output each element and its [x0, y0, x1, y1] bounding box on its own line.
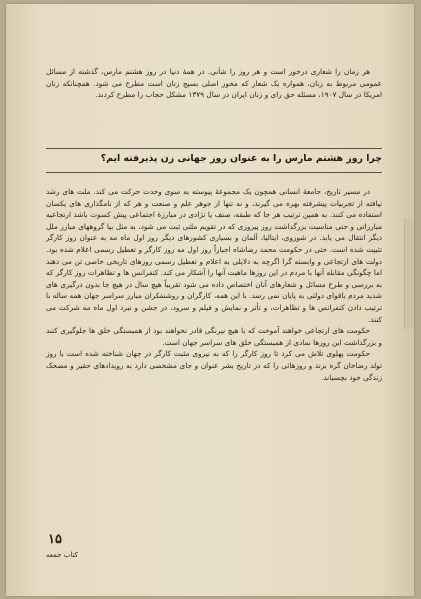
heading-bottom-rule	[46, 172, 382, 173]
page-number: ۱۵	[48, 532, 62, 547]
intro-paragraph	[46, 66, 382, 101]
article-body	[46, 186, 382, 383]
body-paragraph: در مسیر تاریخ، جامعهٔ انسانی همچون یک مجموعهٔ پیوسته به سوی وحدت حرکت می کند. ملت های رشد نیافته از تجربیات پیشرفته بهره می گیرند، و نه تنها از جوهر علم و صنعت و هر که از نامگذاری های یکسان استفاده می کنند. به همین ترتیب هر جا که طبقه، صنف یا نژادی در مبارزهٔ اجتماعی پیش کسوت باشد ارتجاعیه مبارزاتی و حتی مناسبت بزرگداشت روز پیروزی که در تقویم ملتی ثبت می شود، به مثل بیا گروههای مبارز ملل دیگر انتقال می یابد. در شوروی، ایتالیا، آلمان و بسیاری کشورهای دیگر روز اول ماه مه به عنوان روز کارگر تثبیت شده است. حتی در حکومت محمد رضاشاه اجباراً روز اول مه روز کارگر و تعطیل رسمی اعلام شده بود. دولت های ارتجاعی و وابسته گرا اگرچه به دلایلی به اعلام و تعطیل رسمی روزهای تاریخی خاصی تن می دهند اما چگونگی مقابله آنها با مردم در این روزها ماهیت آنها را آشکار می کند. کنفرانس ها و تظاهرات روز کارگر که به بررسی و طرح مسائل و شعارهای آنان اختصاص داده می شود تقریباً هیچ سال در هیچ جا بدون درگیری های شدید مردم باقوای دولتی به پایان نمی رسد. با این همه، کارگران و روشنفکران مبارز سراسر جهان همه ساله با ترتیب دادن کنفرانس ها و تظاهرات، و تأتر و نمایش و فیلم و سرود، در جشن و نبرد اول ماه مه شرکت می کنند.	[46, 187, 382, 324]
page-edge-tab	[404, 219, 414, 329]
heading-top-rule	[46, 148, 382, 149]
section-heading: چرا روز هشتم مارس را به عنوان روز جهانی زن پذیرفته ایم؟	[100, 153, 382, 164]
body-paragraph: حکومت پهلوی تلاش می کرد تا روز کارگر را که به نیروی مثبت کارگر در جهان شناخته شده است با روز تولد رضاخان گره بزند و روزهائی را که در تاریخ بشر عنوان و جای مشخصی دارد به رویدادهای حقیر و مضحک زندگی خود بچسباند.	[46, 349, 382, 382]
intro-text: هر زمان را شعاری درخور است و هر روز را شأنی. در همهٔ دنیا در روز هشتم مارس، گذشته از مسائل عمومی مربوط به زنان، همواره یک شعار که محور اصلی بسیج زنان است مطرح می شود. همچنانکه زنان امریکا در سال ۱۹۰۷، مسئله حق رای و زنان ایران در سال ۱۳۷۹ مشکل حجاب را مطرح کردند.	[46, 67, 382, 100]
publication-name: کتاب جمعه	[46, 551, 78, 559]
document-page	[6, 4, 414, 596]
body-paragraph: حکومت های ارتجاعی خواهند آموخت که با هیچ نیرنگی قادر نخواهند بود از همبستگی خلق ها جلوگیری کنند و بزرگداشت این روزها نمادی از همبستگی خلق های سراسر جهان است.	[46, 326, 382, 347]
